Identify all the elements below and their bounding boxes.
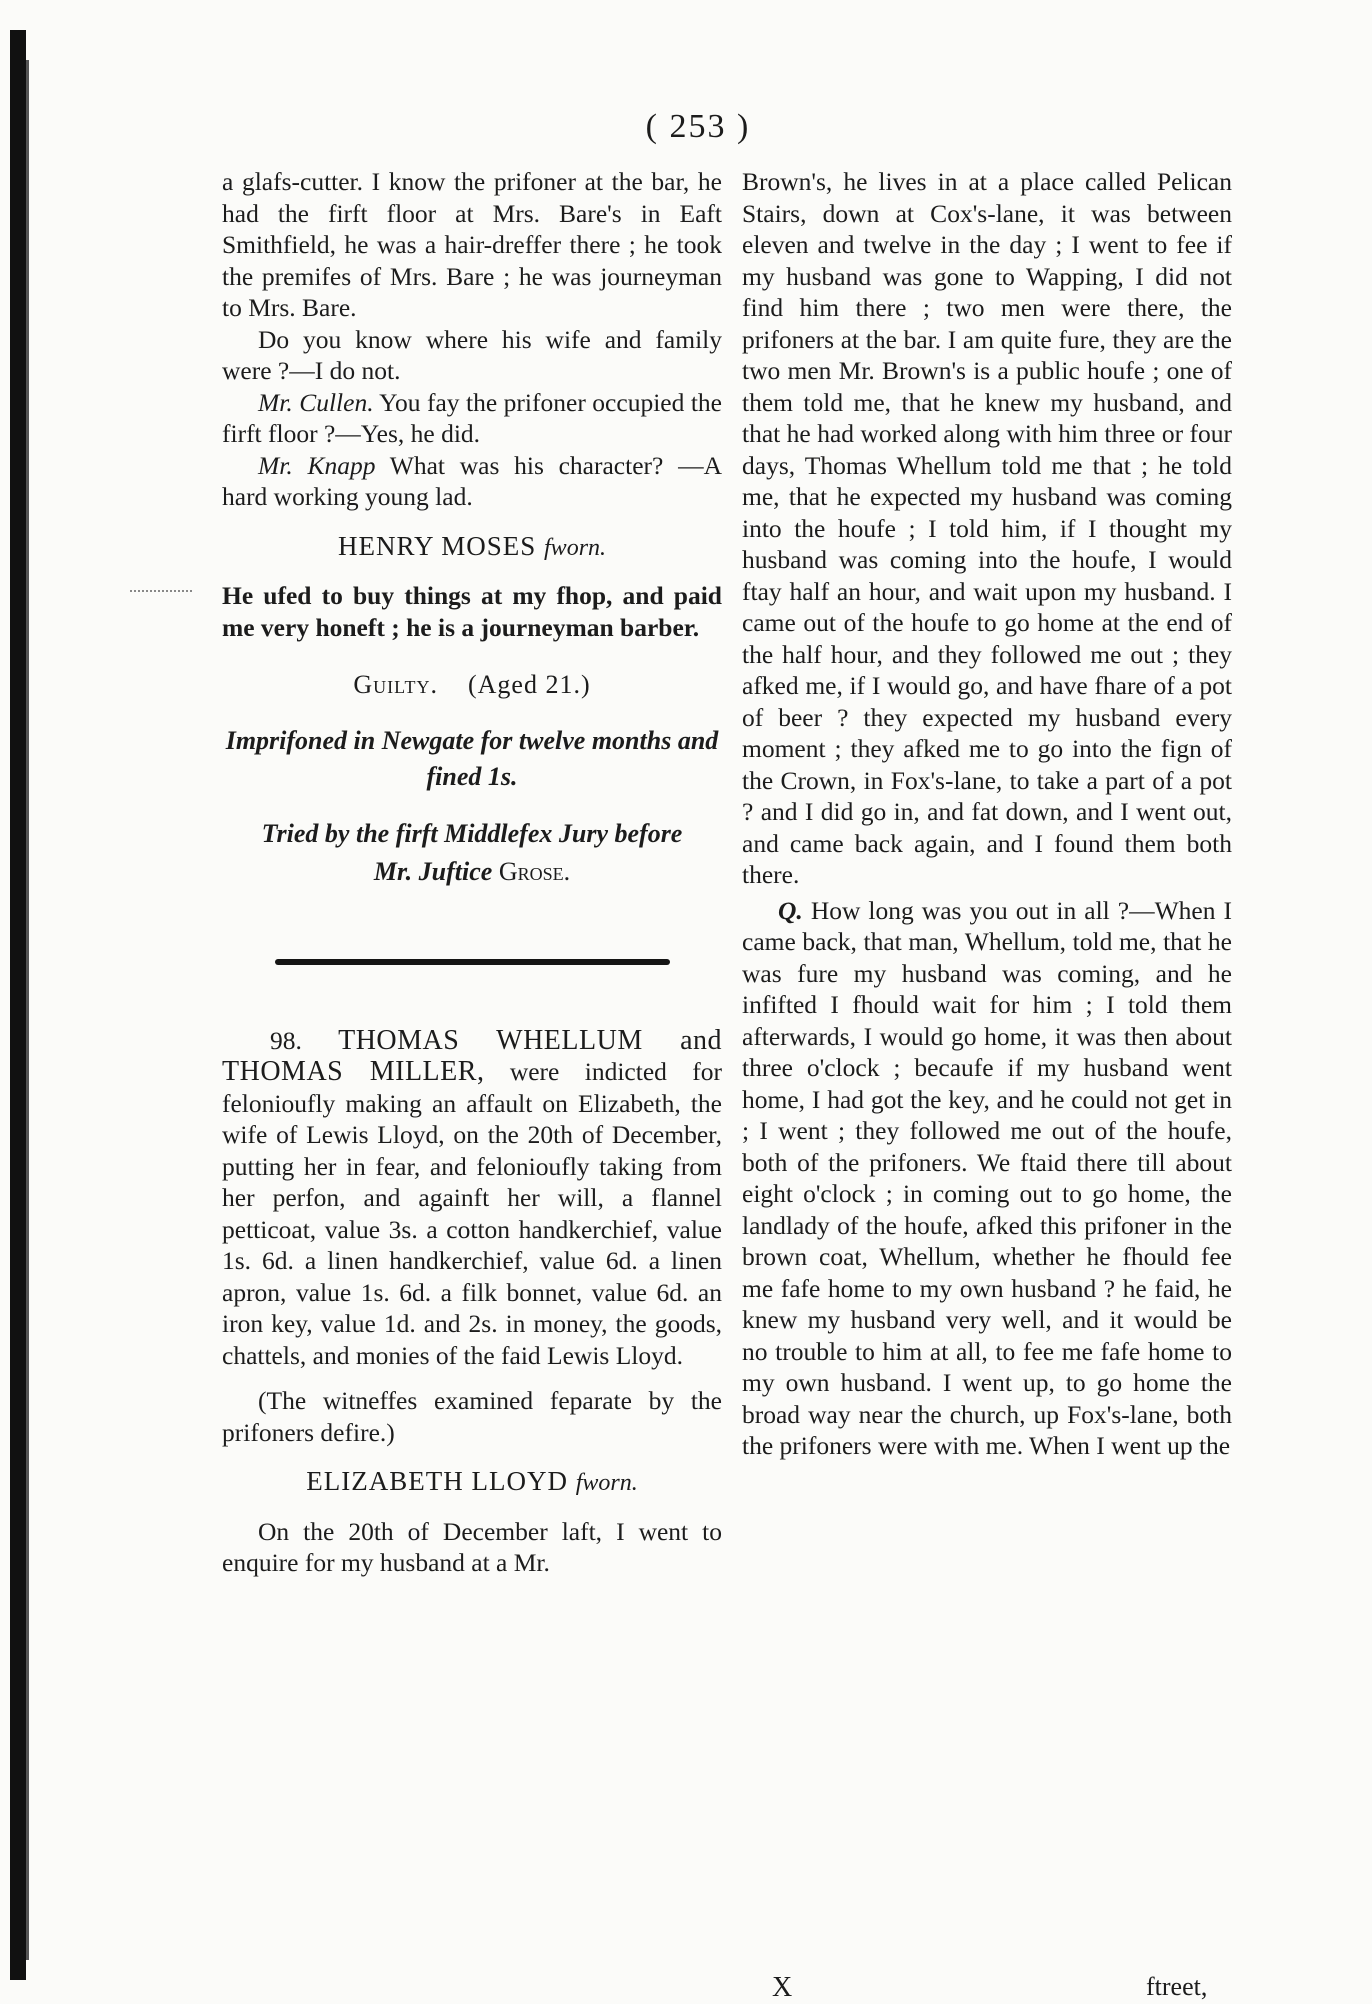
justice-name: Grose. — [498, 856, 571, 886]
right-paragraph-1: Brown's, he lives in at a place called Pelican Stairs, down at Cox's-lane, it was between eleven and twelve in the day ; I went to fee if my husband was gone to Wapping, I did not find him there ; two men were there, the prifoners at the bar. I am quite fure, they are the two men Mr. Brown's is a public houfe ; one of them told me, that he knew my husband, and that he had worked along with him three or four days, Thomas Whellum told me that ; he told me, that he expected my husband was coming into the houfe ; I told him, if I thought my husband was coming into the houfe, I would ftay half an hour, and wait upon my husband. I came out of the houfe to go home at the end of the half hour, and they followed me out ; they afked me, if I would go, and have fhare of a pot of beer ? they expected my husband every moment ; they afked me to go into the fign of the Crown, in Fox's-lane, to take a part of a pot ? and I did go in, and fat down, and I went out, and came back again, and I found them both there. — [742, 167, 1232, 889]
witness-name: HENRY MOSES — [337, 530, 537, 561]
indictment-text: were indicted for felonioufly making an affault on Elizabeth, the wife of Lewis Lloyd, on the 20th of December, putting her in fear, and felonioufly taking from her perfon, and againft her will, a flannel petticoat, value 3s. a cotton handkerchief, value 1s. 6d. a linen handkerchief, value 6d. a linen apron, value 1s. 6d. a filk bonnet, value 6d. an iron key, value 1d. and 2s. in money, the goods, chattels, and monies of the faid Lewis Lloyd. — [222, 1057, 722, 1370]
section-divider-rule — [275, 959, 670, 965]
left-paragraph-3 — [222, 387, 722, 450]
prisoner-age: (Aged 21.) — [467, 670, 591, 699]
left-paragraph-4 — [222, 450, 722, 513]
left-paragraph-6: On the 20th of December laft, I went to enquire for my husband at a Mr. — [222, 1516, 722, 1577]
justice-title: Mr. Juftice — [373, 856, 493, 886]
case-number: 98. — [270, 1025, 302, 1055]
speaker-knapp: Mr. Knapp — [258, 450, 376, 480]
tried-by-line-1: Tried by the firft Middlefex Jury before — [261, 818, 683, 848]
left-column — [222, 166, 722, 1579]
left-paragraph-1: a glafs-cutter. I know the prifoner at the bar, he had the firft floor at Mrs. Bare's in Eaft Smithfield, he was a hair-dreffer there ; he took the premifes of Mrs. Bare ; he was journeyman to Mrs. Bare. — [222, 167, 722, 322]
sworn-label: fworn. — [544, 534, 607, 561]
speaker-cullen: Mr. Cullen. — [258, 387, 374, 417]
knapp-text: What was his character? —A hard working young lad. — [222, 450, 722, 511]
book-spine-shadow — [10, 30, 26, 1980]
sworn-label: fworn. — [575, 1470, 638, 1496]
witness-note: (The witneffes examined feparate by the prifoners defire.) — [222, 1386, 722, 1447]
right-paragraph-2 — [742, 895, 1232, 1462]
page-number: ( 253 ) — [645, 108, 751, 145]
witness-heading-henry-moses — [222, 531, 722, 565]
signature-mark: X — [772, 1972, 793, 2003]
book-spine-edge — [26, 60, 29, 1960]
witness-heading-elizabeth-lloyd — [222, 1466, 722, 1500]
verdict: Guilty. — [353, 670, 438, 699]
defendants: THOMAS WHELLUM and THOMAS MILLER, — [222, 1024, 723, 1087]
cullen-text: You fay the prifoner occupied the firft floor ?—Yes, he did. — [222, 387, 722, 448]
left-paragraph-5: He ufed to buy things at my fhop, and paid me very honeft ; he is a journeyman barber. — [222, 581, 722, 642]
margin-mark — [130, 590, 192, 592]
question-mark-q: Q. — [778, 895, 803, 925]
case-98-indictment — [222, 1025, 722, 1372]
verdict-line — [222, 669, 722, 701]
catchword: ftreet, — [1146, 1972, 1208, 2001]
sentence: Imprifoned in Newgate for twelve months and fined 1s. — [225, 725, 719, 791]
question-text: How long was you out in all ?—When I came back, that man, Whellum, told me, that he was fure my husband was coming, and he infifted I fhould wait for him ; I told them afterwards, I would go home, it was then about three o'clock ; becaufe if my husband went home, I had got the key, and he could not get in ; I went ; they followed me out of the houfe, both of the prifoners. We ftaid there till about eight o'clock ; in coming out to go home, the landlady of the houfe, afked this prifoner in the brown coat, Whellum, whether he fhould fee me fafe home to my own husband ? he faid, he knew my husband very well, and it would be no trouble to him at all, to fee me fafe home to my own husband. I went up, to go home the broad way near the church, up Fox's-lane, both the prifoners were with me. When I went up the — [742, 895, 1232, 1460]
left-paragraph-2: Do you know where his wife and family were ?—I do not. — [222, 324, 722, 385]
right-column — [742, 166, 1232, 1462]
tried-by-line-2 — [222, 853, 722, 891]
witness-name: ELIZABETH LLOYD — [306, 1466, 568, 1496]
